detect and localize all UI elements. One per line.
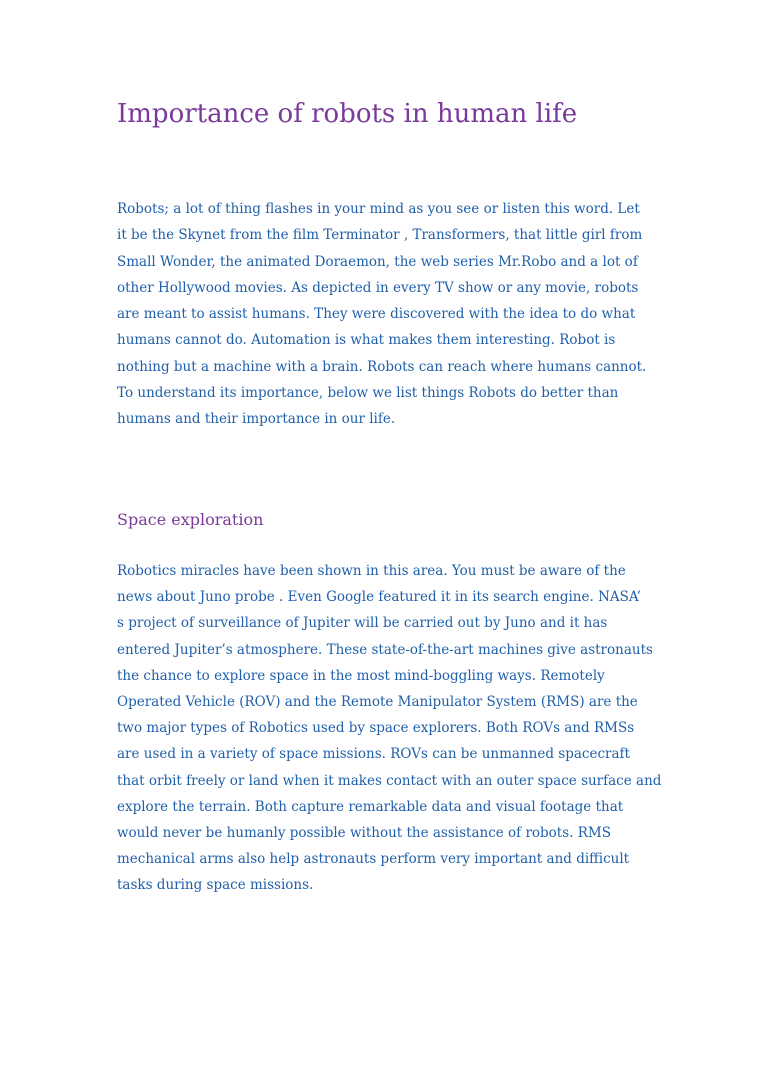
section-heading-space-exploration: Space exploration xyxy=(117,510,264,529)
body-line: explore the terrain. Both capture remarkable data and visual footage that xyxy=(117,798,624,815)
intro-line: nothing but a machine with a brain. Robots can reach where humans cannot. xyxy=(117,358,647,375)
body-line: that orbit freely or land when it makes contact with an outer space surface and xyxy=(117,772,662,789)
intro-line: humans cannot do. Automation is what makes them interesting. Robot is xyxy=(117,332,616,349)
body-line: two major types of Robotics used by space explorers. Both ROVs and RMSs xyxy=(117,720,635,737)
space-exploration-paragraph xyxy=(117,558,662,899)
body-line: news about Juno probe . Even Google featured it in its search engine. NASA’ xyxy=(117,589,641,606)
intro-line: other Hollywood movies. As depicted in every TV show or any movie, robots xyxy=(117,279,639,296)
intro-line: Robots; a lot of thing flashes in your mind as you see or listen this word. Let xyxy=(117,201,640,217)
intro-line: it be the Skynet from the film Terminator , Transformers, that little girl from xyxy=(117,227,643,244)
body-line: s project of surveillance of Jupiter will be carried out by Juno and it has xyxy=(117,615,608,632)
intro-line: humans and their importance in our life. xyxy=(117,411,396,428)
intro-line: Small Wonder, the animated Doraemon, the web series Mr.Robo and a lot of xyxy=(117,253,638,270)
body-line: tasks during space missions. xyxy=(117,877,314,894)
intro-line: To understand its importance, below we list things Robots do better than xyxy=(117,385,619,402)
body-line: entered Jupiter’s atmosphere. These state-of-the-art machines give astronauts xyxy=(117,641,653,658)
body-line: would never be humanly possible without the assistance of robots. RMS xyxy=(117,825,611,842)
body-line: mechanical arms also help astronauts perform very important and difficult xyxy=(117,851,630,868)
intro-paragraph xyxy=(117,196,662,433)
body-line: are used in a variety of space missions. ROVs can be unmanned spacecraft xyxy=(117,746,630,763)
body-line: Operated Vehicle (ROV) and the Remote Manipulator System (RMS) are the xyxy=(117,694,638,711)
body-line: the chance to explore space in the most mind-boggling ways. Remotely xyxy=(117,667,605,684)
intro-line: are meant to assist humans. They were discovered with the idea to do what xyxy=(117,306,636,323)
body-line: Robotics miracles have been shown in this area. You must be aware of the xyxy=(117,563,626,579)
document-title: Importance of robots in human life xyxy=(117,99,578,129)
